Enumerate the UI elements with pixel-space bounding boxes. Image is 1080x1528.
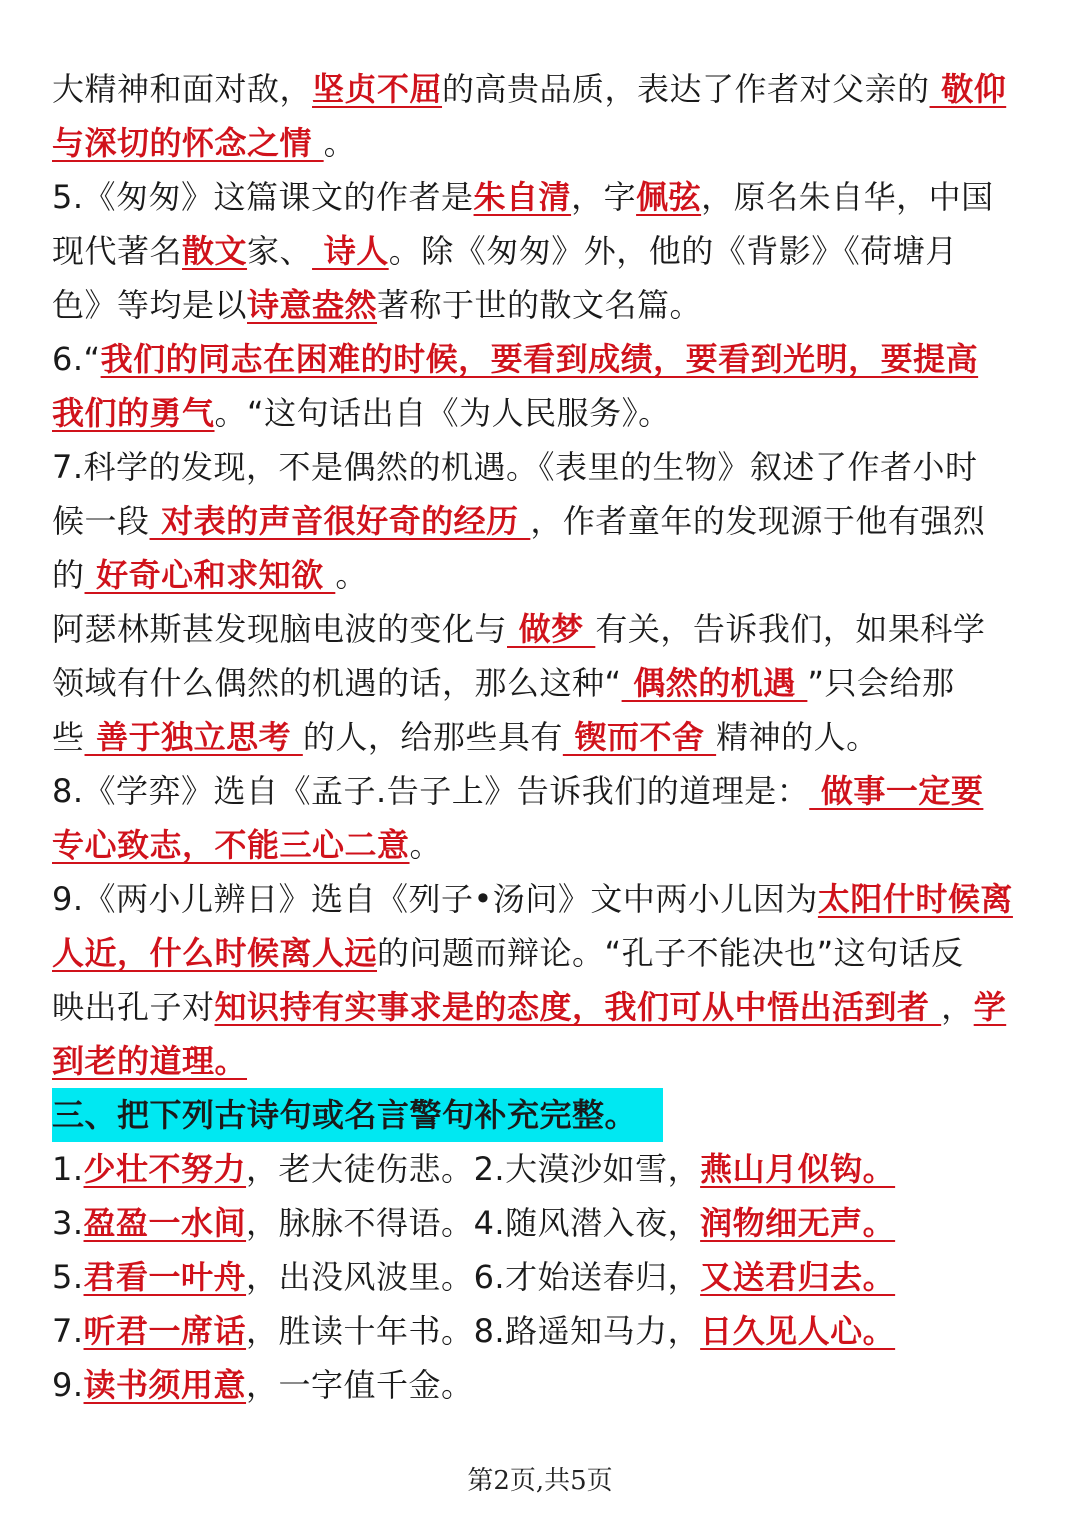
q7-line-2 <box>52 494 1032 548</box>
page-number: 第2页,共5页 <box>467 1466 613 1496</box>
q7-line-6 <box>52 710 1032 764</box>
answer: 到老的道理。 <box>52 1042 248 1080</box>
text: 2.大漠沙如雪， <box>473 1150 701 1188</box>
text: 。 <box>409 826 443 864</box>
text: ”只会给那 <box>807 664 955 702</box>
answer: 好奇心和求知欲 <box>84 556 336 594</box>
poem-line-5 <box>52 1358 1032 1412</box>
answer: 佩弦 <box>636 178 702 216</box>
text: 大精神和面对敌， <box>52 70 313 108</box>
text: 的问题而辩论。“孔子不能决也”这句话反 <box>377 934 964 972</box>
q9-line-2 <box>52 926 1032 980</box>
answer: 与深切的怀念之情 <box>52 124 324 162</box>
q5-line-3 <box>52 278 1032 332</box>
text: 。 <box>323 124 357 162</box>
text: ， <box>941 988 974 1026</box>
answer: 专心致志，不能三心二意 <box>52 826 410 864</box>
text: 领域有什么偶然的机遇的话，那么这种“ <box>52 664 622 702</box>
text: 候一段 <box>52 502 150 540</box>
answer: 做梦 <box>507 610 596 648</box>
worksheet-page <box>52 62 1032 1412</box>
q5-line-1 <box>52 170 1032 224</box>
text: 的人，给那些具有 <box>302 718 563 756</box>
answer: 又送君归去。 <box>700 1258 896 1296</box>
answer: 诗意盎然 <box>247 286 378 324</box>
answer: 君看一叶舟 <box>83 1258 247 1296</box>
answer: 坚贞不屈 <box>312 70 443 108</box>
answer: 善于独立思考 <box>84 718 303 756</box>
q5-line-2 <box>52 224 1032 278</box>
text: 的高贵品质，表达了作者对父亲的 <box>442 70 930 108</box>
text: 6.“ <box>52 340 101 378</box>
answer: 做事一定要 <box>809 772 984 810</box>
section-3-line <box>52 1088 1032 1142</box>
q6-line-1 <box>52 332 1032 386</box>
text: ，脉脉不得语。 <box>246 1204 474 1242</box>
q4-line-1 <box>52 62 1032 116</box>
text: 7.科学的发现，不是偶然的机遇。《表里的生物》叙述了作者小时 <box>52 448 978 486</box>
answer: 我们的同志在困难的时候，要看到成绩，要看到光明，要提高 <box>100 340 979 378</box>
answer: 读书须用意 <box>83 1366 247 1404</box>
answer: 盈盈一水间 <box>83 1204 247 1242</box>
q8-line-2 <box>52 818 1032 872</box>
text: ，原名朱自华，中国 <box>701 178 994 216</box>
q9-line-1 <box>52 872 1032 926</box>
text: 映出孔子对 <box>52 988 215 1026</box>
text: 著称于世的散文名篇。 <box>377 286 703 324</box>
q8-line-1 <box>52 764 1032 818</box>
text: 的 <box>52 556 85 594</box>
q4-line-2 <box>52 116 1032 170</box>
answer: 听君一席话 <box>83 1312 247 1350</box>
text: 4.随风潜入夜， <box>473 1204 701 1242</box>
text: 9.《两小儿辨日》选自《列子•汤问》文中两小儿因为 <box>52 880 818 918</box>
text: ，出没风波里。 <box>246 1258 474 1296</box>
text: 8.《学弈》选自《孟子.告子上》告诉我们的道理是： <box>52 772 810 810</box>
text: 精神的人。 <box>716 718 879 756</box>
answer: 朱自清 <box>473 178 572 216</box>
text: 。 <box>335 556 368 594</box>
text: ，作者童年的发现源于他有强烈 <box>530 502 986 540</box>
text: ，胜读十年书。 <box>246 1312 474 1350</box>
q9-line-4 <box>52 1034 1032 1088</box>
poem-line-2 <box>52 1196 1032 1250</box>
section-heading: 三、把下列古诗句或名言警句补充完整。 <box>52 1088 663 1142</box>
text: 6.才始送春归， <box>473 1258 701 1296</box>
text: ，字 <box>571 178 637 216</box>
poem-line-4 <box>52 1304 1032 1358</box>
answer: 燕山月似钩。 <box>700 1150 896 1188</box>
text: 阿瑟林斯甚发现脑电波的变化与 <box>52 610 508 648</box>
q7-line-1 <box>52 440 1032 494</box>
text: 有关，告诉我们，如果科学 <box>595 610 986 648</box>
text: 5. <box>52 1258 84 1296</box>
q7-line-4 <box>52 602 1032 656</box>
answer: 散文 <box>182 232 248 270</box>
answer: 学 <box>973 988 1007 1026</box>
text: ，一字值千金。 <box>246 1366 474 1404</box>
answer: 太阳什时候离 <box>817 880 1013 918</box>
text: ，老大徒伤悲。 <box>246 1150 474 1188</box>
poem-line-1 <box>52 1142 1032 1196</box>
answer: 对表的声音很好奇的经历 <box>149 502 531 540</box>
answer: 日久见人心。 <box>700 1312 896 1350</box>
poem-line-3 <box>52 1250 1032 1304</box>
answer: 敬仰 <box>929 70 1007 108</box>
text: 9. <box>52 1366 84 1404</box>
text: 1. <box>52 1150 84 1188</box>
answer: 我们的勇气 <box>52 394 215 432</box>
answer: 偶然的机遇 <box>621 664 808 702</box>
q6-line-2 <box>52 386 1032 440</box>
text: 现代著名 <box>52 232 183 270</box>
answer: 诗人 <box>312 232 389 270</box>
text: 家、 <box>247 232 313 270</box>
q7-line-3 <box>52 548 1032 602</box>
answer: 知识持有实事求是的态度，我们可从中悟出活到者 <box>214 988 942 1026</box>
answer: 润物细无声。 <box>700 1204 896 1242</box>
text: 3. <box>52 1204 84 1242</box>
text: 8.路遥知马力， <box>473 1312 701 1350</box>
answer: 锲而不舍 <box>562 718 717 756</box>
text: 。除《匆匆》外，他的《背影》《荷塘月 <box>388 232 958 270</box>
answer: 少壮不努力 <box>83 1150 247 1188</box>
text: 色》等均是以 <box>52 286 248 324</box>
text: 。“这句话出自《为人民服务》。 <box>214 394 671 432</box>
q9-line-3 <box>52 980 1032 1034</box>
q7-line-5 <box>52 656 1032 710</box>
answer: 人近，什么时候离人远 <box>52 934 378 972</box>
text: 5.《匆匆》这篇课文的作者是 <box>52 178 474 216</box>
text: 些 <box>52 718 85 756</box>
text: 7. <box>52 1312 84 1350</box>
